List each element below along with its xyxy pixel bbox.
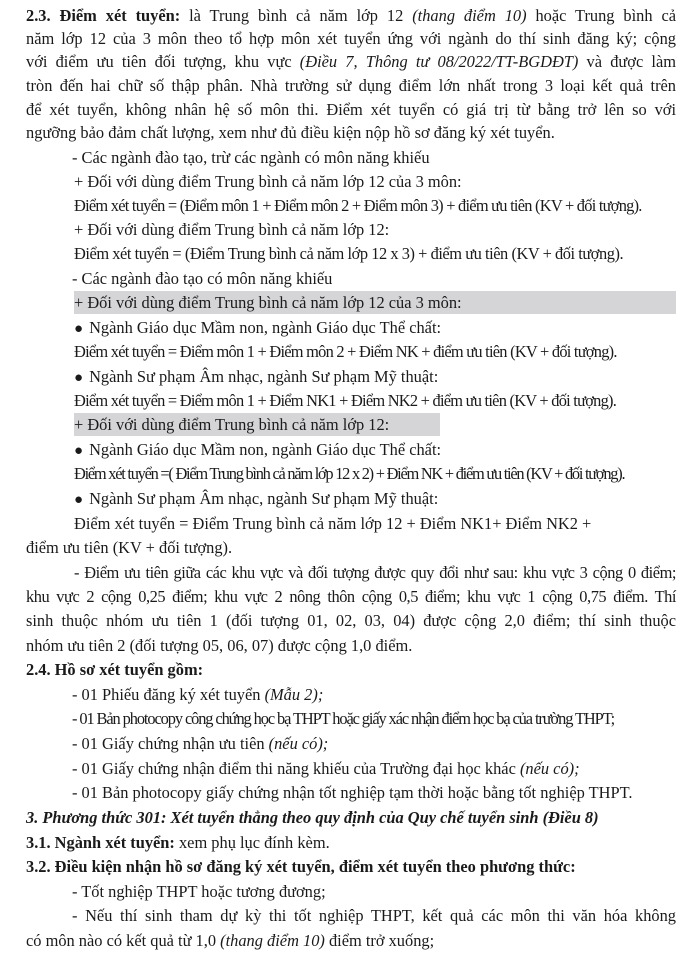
section-2-3-line-4: tròn đến hai chữ số thập phân. Nhà trường sử dụng điểm lớn nhất trong 3 loại kết quả trên — [26, 76, 676, 95]
section-3-2-heading: 3.2. Điều kiện nhận hồ sơ đăng ký xét tuyển, điểm xét tuyển theo phương thức: — [26, 857, 576, 876]
section-2-3-line-5: để xét tuyển, không nhân hệ số môn thi. Điểm xét tuyển có giá trị từ bằng trở lên so với — [26, 100, 676, 119]
formula-music-art-2-cont: điểm ưu tiên (KV + đối tượng). — [26, 538, 233, 557]
section-3-1: 3.1. Ngành xét tuyển: xem phụ lục đính kèm. — [26, 833, 330, 852]
full-year-average-label: + Đối với dùng điểm Trung bình cả năm lớp 12: — [74, 220, 390, 239]
dossier-item-4: - 01 Giấy chứng nhận điểm thi năng khiếu của Trường đại học khác (nếu có); — [72, 759, 580, 778]
condition-1: - Tốt nghiệp THPT hoặc tương đương; — [72, 882, 326, 901]
music-art-label-2: ● Ngành Sư phạm Âm nhạc, ngành Sư phạm Mỹ thuật: — [74, 489, 439, 508]
highlighted-full-year-label: + Đối với dùng điểm Trung bình cả năm lớp 12: — [74, 413, 440, 436]
formula-three-subjects: Điểm xét tuyển = (Điểm môn 1 + Điểm môn 2 + Điểm môn 3) + điểm ưu tiên (KV + đối tượng). — [74, 196, 642, 215]
bullet-icon: ● — [74, 321, 84, 337]
section-2-3-line-2: năm lớp 12 của 3 môn theo tổ hợp môn xét tuyển ứng với ngành do thí sinh đăng ký; cộng — [26, 29, 676, 48]
priority-points-line-4: nhóm ưu tiên 2 (đối tượng 05, 06, 07) được cộng 1,0 điểm. — [26, 636, 413, 655]
music-art-label-1: ● Ngành Sư phạm Âm nhạc, ngành Sư phạm Mỹ thuật: — [74, 367, 439, 386]
priority-points-line-2: khu vực 2 cộng 0,25 điểm; khu vực 2 nông thôn cộng 0,5 điểm; khu vực 1 cộng 0,75 điểm. Thí — [26, 587, 676, 606]
preschool-pe-label-1: ● Ngành Giáo dục Mầm non, ngành Giáo dục Thể chất: — [74, 318, 442, 337]
three-subject-average-label: + Đối với dùng điểm Trung bình cả năm lớp 12 của 3 môn: — [74, 172, 462, 191]
formula-full-year-average: Điểm xét tuyển = (Điểm Trung bình cả năm lớp 12 x 3) + điểm ưu tiên (KV + đối tượng). — [74, 244, 624, 263]
formula-music-art-1: Điểm xét tuyển = Điểm môn 1 + Điểm NK1 + Điểm NK2 + điểm ưu tiên (KV + đối tượng). — [74, 391, 617, 410]
section-2-3-line-3: với điểm ưu tiên đối tượng, khu vực (Điều 7, Thông tư 08/2022/TT-BGDĐT) và được làm — [26, 52, 676, 71]
condition-2: - Nếu thí sinh tham dự kỳ thi tốt nghiệp THPT, kết quả các môn thi văn hóa không — [72, 906, 676, 925]
non-talent-majors-label: - Các ngành đào tạo, trừ các ngành có môn năng khiếu — [72, 148, 430, 167]
priority-points-line-1: - Điểm ưu tiên giữa các khu vực và đối tượng được quy đổi như sau: khu vực 3 cộng 0 điểm; — [74, 563, 676, 582]
condition-2-cont: có môn nào có kết quả từ 1,0 (thang điểm 10) điểm trở xuống; — [26, 931, 435, 950]
priority-points-line-3: sinh thuộc nhóm ưu tiên 1 (đối tượng 01, 02, 03, 04) được cộng 2,0 điểm; thí sinh thuộc — [26, 611, 676, 630]
preschool-pe-label-2: ● Ngành Giáo dục Mầm non, ngành Giáo dục Thể chất: — [74, 440, 442, 459]
bullet-icon: ● — [74, 370, 84, 386]
dossier-item-3: - 01 Giấy chứng nhận ưu tiên (nếu có); — [72, 734, 329, 753]
highlighted-three-subject-label: + Đối với dùng điểm Trung bình cả năm lớp 12 của 3 môn: — [74, 291, 676, 314]
bullet-icon: ● — [74, 443, 84, 459]
bullet-icon: ● — [74, 492, 84, 508]
dossier-item-1: - 01 Phiếu đăng ký xét tuyển (Mẫu 2); — [72, 685, 324, 704]
dossier-item-2: - 01 Bản photocopy công chứng học bạ THPT hoặc giấy xác nhận điểm học bạ của trường THPT; — [72, 709, 615, 728]
dossier-item-5: - 01 Bản photocopy giấy chứng nhận tốt nghiệp tạm thời hoặc bằng tốt nghiệp THPT. — [72, 783, 633, 802]
section-2-3-line-1: 2.3. Điểm xét tuyển: là Trung bình cả năm lớp 12 (thang điểm 10) hoặc Trung bình cả — [26, 6, 676, 25]
talent-majors-label: - Các ngành đào tạo có môn năng khiếu — [72, 269, 333, 288]
formula-preschool-pe-1: Điểm xét tuyển = Điểm môn 1 + Điểm môn 2 + Điểm NK + điểm ưu tiên (KV + đối tượng). — [74, 342, 617, 361]
section-2-4-heading: 2.4. Hồ sơ xét tuyển gồm: — [26, 660, 204, 679]
section-3-heading: 3. Phương thức 301: Xét tuyển thẳng theo quy định của Quy chế tuyển sinh (Điều 8) — [26, 808, 599, 827]
section-2-3-heading: 2.3. Điểm xét tuyển: — [26, 6, 181, 25]
formula-music-art-2: Điểm xét tuyển = Điểm Trung bình cả năm lớp 12 + Điểm NK1+ Điểm NK2 + — [74, 514, 592, 533]
formula-preschool-pe-2: Điểm xét tuyển =( Điểm Trung bình cả năm lớp 12 x 2) + Điểm NK + điểm ưu tiên (KV + đối tượng). — [74, 464, 625, 483]
section-2-3-line-6: ngưỡng bảo đảm chất lượng, xem như đủ điều kiện nộp hồ sơ đăng ký xét tuyển. — [26, 123, 555, 142]
